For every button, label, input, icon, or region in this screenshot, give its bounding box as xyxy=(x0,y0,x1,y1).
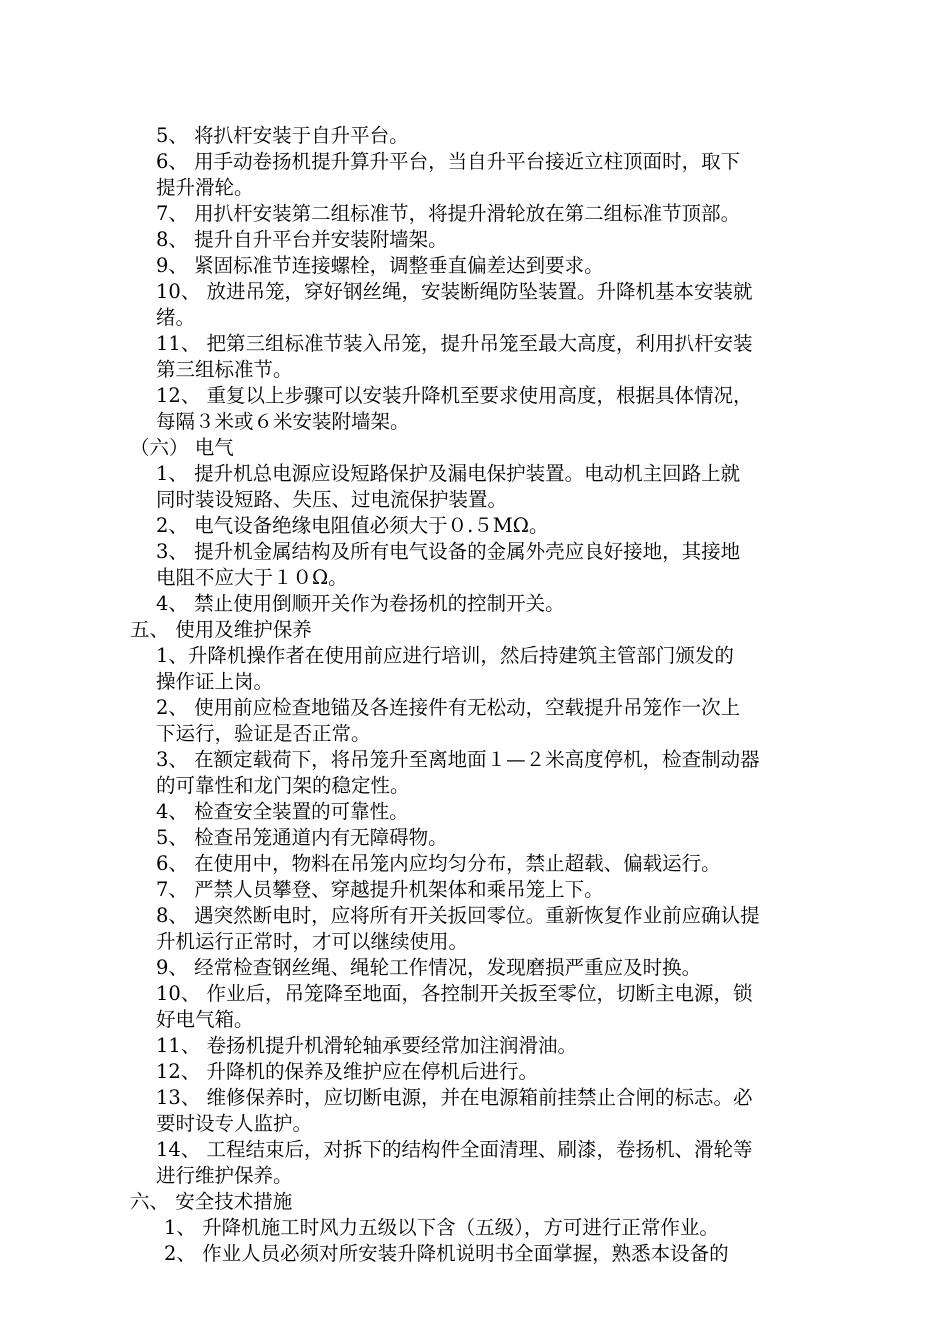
text-line: 11、 把第三组标准节装入吊笼，提升吊笼至最大高度，利用扒杆安装 xyxy=(156,332,753,355)
text-line: 5、 检查吊笼通道内有无障碍物。 xyxy=(156,826,448,849)
text-line: 7、 严禁人员攀登、穿越提升机架体和乘吊笼上下。 xyxy=(156,878,604,901)
text-line: 7、 用扒杆安装第二组标准节，将提升滑轮放在第二组标准节顶部。 xyxy=(156,202,741,225)
text-line: 12、 重复以上步骤可以安装升降机至要求使用高度，根据具体情况， xyxy=(156,384,753,407)
text-line: 2、 电气设备绝缘电阻值必须大于０.５MΩ。 xyxy=(156,514,549,537)
text-line: 好电气箱。 xyxy=(156,1008,254,1031)
text-line: 4、 检查安全装置的可靠性。 xyxy=(156,800,409,823)
text-line: 9、 经常检查钢丝绳、绳轮工作情况，发现磨损严重应及时换。 xyxy=(156,956,702,979)
text-line: 12、 升降机的保养及维护应在停机后进行。 xyxy=(156,1060,539,1083)
text-line: 1、升降机操作者在使用前应进行培训，然后持建筑主管部门颁发的 xyxy=(156,644,734,667)
text-line: 2、 使用前应检查地锚及各连接件有无松动，空载提升吊笼作一次上 xyxy=(156,696,741,719)
text-line: 2、 作业人员必须对所安装升降机说明书全面掌握，熟悉本设备的 xyxy=(164,1242,729,1265)
text-line: 3、 提升机金属结构及所有电气设备的金属外壳应良好接地，其接地 xyxy=(156,540,741,563)
text-line: 第三组标准节。 xyxy=(156,358,293,381)
section-heading: 五、 使用及维护保养 xyxy=(130,618,312,641)
text-line: 进行维护保养。 xyxy=(156,1164,293,1187)
text-line: 同时装设短路、失压、过电流保护装置。 xyxy=(156,488,508,511)
text-line: 8、 提升自升平台并安装附墙架。 xyxy=(156,228,448,251)
text-line: 提升滑轮。 xyxy=(156,176,254,199)
text-line: 1、 提升机总电源应设短路保护及漏电保护装置。电动机主回路上就 xyxy=(156,462,741,485)
text-line: 3、 在额定载荷下，将吊笼升至离地面１—２米高度停机，检查制动器 xyxy=(156,748,760,771)
text-line: 要时设专人监护。 xyxy=(156,1112,313,1135)
text-line: 10、 作业后，吊笼降至地面，各控制开关扳至零位，切断主电源，锁 xyxy=(156,982,753,1005)
text-line: 6、 在使用中，物料在吊笼内应均匀分布，禁止超载、偏载运行。 xyxy=(156,852,721,875)
text-line: 14、 工程结束后，对拆下的结构件全面清理、刷漆，卷扬机、滑轮等 xyxy=(156,1138,753,1161)
text-line: 13、 维修保养时，应切断电源，并在电源箱前挂禁止合闸的标志。必 xyxy=(156,1086,753,1109)
text-line: 升机运行正常时，才可以继续使用。 xyxy=(156,930,469,953)
text-line: 10、 放进吊笼，穿好钢丝绳，安装断绳防坠装置。升降机基本安装就 xyxy=(156,280,753,303)
text-line: 的可靠性和龙门架的稳定性。 xyxy=(156,774,410,797)
text-line: 下运行，验证是否正常。 xyxy=(156,722,371,745)
text-line: 操作证上岗。 xyxy=(156,670,274,693)
text-line: 电阻不应大于１０Ω。 xyxy=(156,566,348,589)
text-line: 每隔３米或６米安装附墙架。 xyxy=(156,410,410,433)
section-heading: 六、 安全技术措施 xyxy=(130,1190,293,1213)
text-line: 4、 禁止使用倒顺开关作为卷扬机的控制开关。 xyxy=(156,592,565,615)
text-line: 8、 遇突然断电时，应将所有开关扳回零位。重新恢复作业前应确认提 xyxy=(156,904,760,927)
text-line: 9、 紧固标准节连接螺栓，调整垂直偏差达到要求。 xyxy=(156,254,604,277)
text-line: 1、 升降机施工时风力五级以下含（五级），方可进行正常作业。 xyxy=(164,1216,719,1239)
text-line: 11、 卷扬机提升机滑轮轴承要经常加注润滑油。 xyxy=(156,1034,578,1057)
text-line: 绪。 xyxy=(156,306,196,329)
text-line: 6、 用手动卷扬机提升算升平台，当自升平台接近立柱顶面时，取下 xyxy=(156,150,741,173)
text-line: 5、 将扒杆安装于自升平台。 xyxy=(156,124,409,147)
section-heading: （六） 电气 xyxy=(130,436,234,459)
